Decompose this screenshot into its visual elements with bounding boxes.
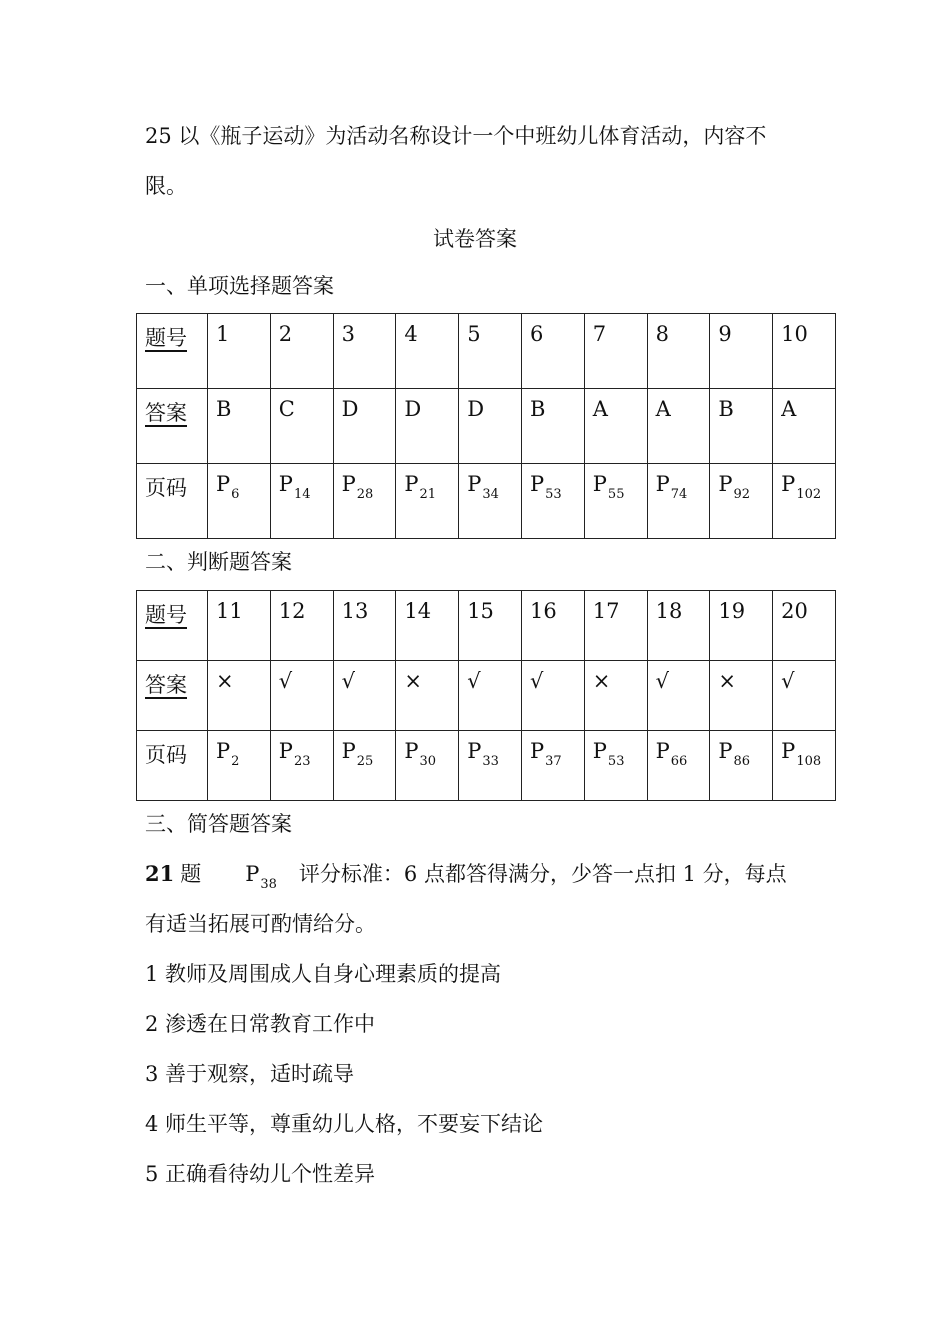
cell-page: $P_{108}$ bbox=[773, 731, 836, 801]
answer-point: 4 师生平等，尊重幼儿人格，不要妄下结论 bbox=[145, 1112, 544, 1136]
answer-point: 2 渗透在日常教育工作中 bbox=[145, 1012, 376, 1036]
cell-num: 19 bbox=[710, 591, 773, 661]
cell-num: 20 bbox=[773, 591, 836, 661]
cell-num: 10 bbox=[773, 314, 836, 389]
cell-page: $P_{86}$ bbox=[710, 731, 773, 801]
section3-heading: 三、简答题答案 bbox=[145, 812, 292, 836]
table-row-pages bbox=[137, 464, 836, 539]
cell-page: $P_{34}$ bbox=[459, 464, 522, 539]
tf-answer-table bbox=[136, 590, 836, 801]
cell-page: $P_{53}$ bbox=[521, 464, 584, 539]
question-21-criteria: 评分标准：6 点都答得满分，少答一点扣 1 分，每点 bbox=[298, 862, 787, 886]
cell-answer: D bbox=[459, 389, 522, 464]
question-21-line-1 bbox=[145, 860, 787, 899]
cell-num: 12 bbox=[270, 591, 333, 661]
cell-page: $P_{25}$ bbox=[333, 731, 396, 801]
cell-num: 11 bbox=[208, 591, 271, 661]
cell-page: $P_{21}$ bbox=[396, 464, 459, 539]
cell-answer: √ bbox=[270, 661, 333, 731]
section1-heading: 一、单项选择题答案 bbox=[145, 274, 334, 298]
cell-answer: √ bbox=[459, 661, 522, 731]
cell-num: 14 bbox=[396, 591, 459, 661]
cell-num: 17 bbox=[584, 591, 647, 661]
question-21-label: 题 bbox=[180, 862, 202, 886]
answer-point: 3 善于观察，适时疏导 bbox=[145, 1062, 355, 1086]
cell-page: $P_{30}$ bbox=[396, 731, 459, 801]
row-label-num: 题号 bbox=[145, 603, 187, 627]
cell-answer: B bbox=[710, 389, 773, 464]
cell-answer: × bbox=[710, 661, 773, 731]
cell-answer: A bbox=[773, 389, 836, 464]
cell-page: $P_{14}$ bbox=[270, 464, 333, 539]
cell-answer: × bbox=[396, 661, 459, 731]
mc-answer-table bbox=[136, 313, 836, 539]
cell-num: 16 bbox=[521, 591, 584, 661]
cell-num: 18 bbox=[647, 591, 710, 661]
table-row-answers bbox=[137, 661, 836, 731]
cell-answer: C bbox=[270, 389, 333, 464]
cell-num: 13 bbox=[333, 591, 396, 661]
cell-answer: A bbox=[647, 389, 710, 464]
answer-title: 试卷答案 bbox=[433, 227, 517, 251]
cell-page: $P_{33}$ bbox=[459, 731, 522, 801]
table-row-answers bbox=[137, 389, 836, 464]
cell-num: 2 bbox=[270, 314, 333, 389]
cell-num: 7 bbox=[584, 314, 647, 389]
cell-num: 4 bbox=[396, 314, 459, 389]
question-21-line-2: 有适当拓展可酌情给分。 bbox=[145, 912, 376, 936]
cell-num: 3 bbox=[333, 314, 396, 389]
cell-answer: A bbox=[584, 389, 647, 464]
cell-num: 15 bbox=[459, 591, 522, 661]
cell-page: $P_{74}$ bbox=[647, 464, 710, 539]
table-row-numbers bbox=[137, 591, 836, 661]
cell-answer: D bbox=[396, 389, 459, 464]
section2-heading: 二、判断题答案 bbox=[145, 550, 292, 574]
cell-page: $P_{23}$ bbox=[270, 731, 333, 801]
question-25-line-1: 25 以《瓶子运动》为活动名称设计一个中班幼儿体育活动，内容不 bbox=[145, 124, 767, 148]
cell-answer: √ bbox=[647, 661, 710, 731]
answer-point: 5 正确看待幼儿个性差异 bbox=[145, 1162, 376, 1186]
cell-page: $P_6$ bbox=[208, 464, 271, 539]
cell-page: $P_{66}$ bbox=[647, 731, 710, 801]
cell-page: $P_{102}$ bbox=[773, 464, 836, 539]
cell-answer: √ bbox=[333, 661, 396, 731]
row-label-num: 题号 bbox=[145, 326, 187, 350]
cell-num: 6 bbox=[521, 314, 584, 389]
cell-page: $P_{92}$ bbox=[710, 464, 773, 539]
cell-answer: √ bbox=[521, 661, 584, 731]
cell-page: $P_{37}$ bbox=[521, 731, 584, 801]
row-label-page: 页码 bbox=[137, 731, 208, 801]
question-21-number: 21 bbox=[145, 861, 175, 886]
question-21-page: 38 bbox=[260, 877, 277, 892]
cell-page: $P_2$ bbox=[208, 731, 271, 801]
table-row-numbers bbox=[137, 314, 836, 389]
cell-answer: B bbox=[521, 389, 584, 464]
cell-answer: D bbox=[333, 389, 396, 464]
row-label-answer: 答案 bbox=[145, 673, 187, 697]
cell-answer: √ bbox=[773, 661, 836, 731]
cell-answer: × bbox=[584, 661, 647, 731]
cell-page: $P_{55}$ bbox=[584, 464, 647, 539]
cell-num: 8 bbox=[647, 314, 710, 389]
cell-num: 1 bbox=[208, 314, 271, 389]
question-25-line-2: 限。 bbox=[145, 174, 187, 198]
table-row-pages bbox=[137, 731, 836, 801]
cell-num: 9 bbox=[710, 314, 773, 389]
answer-point: 1 教师及周围成人自身心理素质的提高 bbox=[145, 962, 502, 986]
cell-page: $P_{28}$ bbox=[333, 464, 396, 539]
row-label-answer: 答案 bbox=[145, 401, 187, 425]
cell-answer: × bbox=[208, 661, 271, 731]
cell-answer: B bbox=[208, 389, 271, 464]
question-21-page-prefix: P bbox=[245, 862, 260, 886]
cell-page: $P_{53}$ bbox=[584, 731, 647, 801]
cell-num: 5 bbox=[459, 314, 522, 389]
row-label-page: 页码 bbox=[137, 464, 208, 539]
